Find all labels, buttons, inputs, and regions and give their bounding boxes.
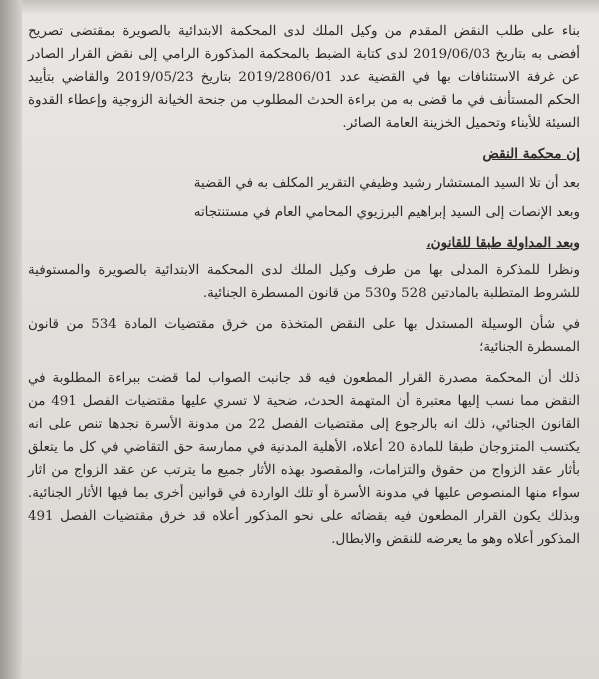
deliberation-heading: وبعد المداولة طبقا للقانون، — [426, 235, 580, 251]
document-body — [28, 20, 580, 551]
page-left-shadow — [0, 0, 22, 679]
report-paragraph: بعد أن تلا السيد المستشار رشيد وظيفي التقرير المكلف به في القضية — [193, 176, 580, 191]
ground-paragraph: في شأن الوسيلة المستدل بها على النقض المتخذة من خرق مقتضيات المادة 534 من قانون المسطرة الجنائية؛ — [28, 317, 580, 355]
reasoning-paragraph: ذلك أن المحكمة مصدرة القرار المطعون فيه قد جانبت الصواب لما قضت ببراءة المطلوبة في النقض مما نسب إليها معتبرة أن المتهمة الحدث، ضحية لا تسري عليها مقتضيات الفصل 491 من القانون الجنائي، ذلك انه بالرجوع إلى مقتضيات الفصل 22 من مدونة الأسرة نجدها تنص على انه يكتسب المتزوجان طبقا للمادة 20 أعلاه، الأهلية المدنية في ممارسة حق التقاضي في كل ما يتعلق بأثار عقد الزواج من حقوق والتزامات، والمقصود بهذه الأثار جميع ما يترتب عن عقد الزواج من اثار سواء منها المنصوص عليها في مدونة الأسرة أو تلك الواردة في قوانين أخرى بما فيها الأثار الجنائية. وبذلك يكون القرار المطعون فيه بقضائه على نحو المذكور أعلاه قد خرق مقتضيات الفصل 491 المذكور أعلاه وهو ما يعرضه للنقض والابطال. — [28, 371, 580, 547]
listening-paragraph: وبعد الإنصات إلى السيد إبراهيم البرزيوي المحامي العام في مستنتجاته — [193, 205, 580, 220]
intro-paragraph: بناء على طلب النقض المقدم من وكيل الملك لدى المحكمة الابتدائية بالصويرة بمقتضى تصريح أفضى به بتاريخ 2019/06/03 لدى كتابة الضبط بالمحكمة المذكورة الرامي إلى نقض القرار الصادر عن غرفة الاستئنافات بها في القضية عدد 2019/2806/01 بتاريخ 2019/05/23 والقاضي بتأييد الحكم المستأنف في ما قضى به من براءة الحدث المطلوب من جنحة الخيانة الزوجية وإعطاء القدوة السيئة للأبناء وتحميل الخزينة العامة الصائر. — [28, 24, 581, 131]
page-top-shadow — [0, 0, 599, 14]
memo-paragraph: ونظرا للمذكرة المدلى بها من طرف وكيل الملك لدى المحكمة الابتدائية بالصويرة والمستوفية للشروط المتطلبة بالمادتين 528 و530 من قانون المسطرة الجنائية. — [28, 263, 580, 301]
court-heading: إن محكمة النقض — [482, 146, 580, 162]
